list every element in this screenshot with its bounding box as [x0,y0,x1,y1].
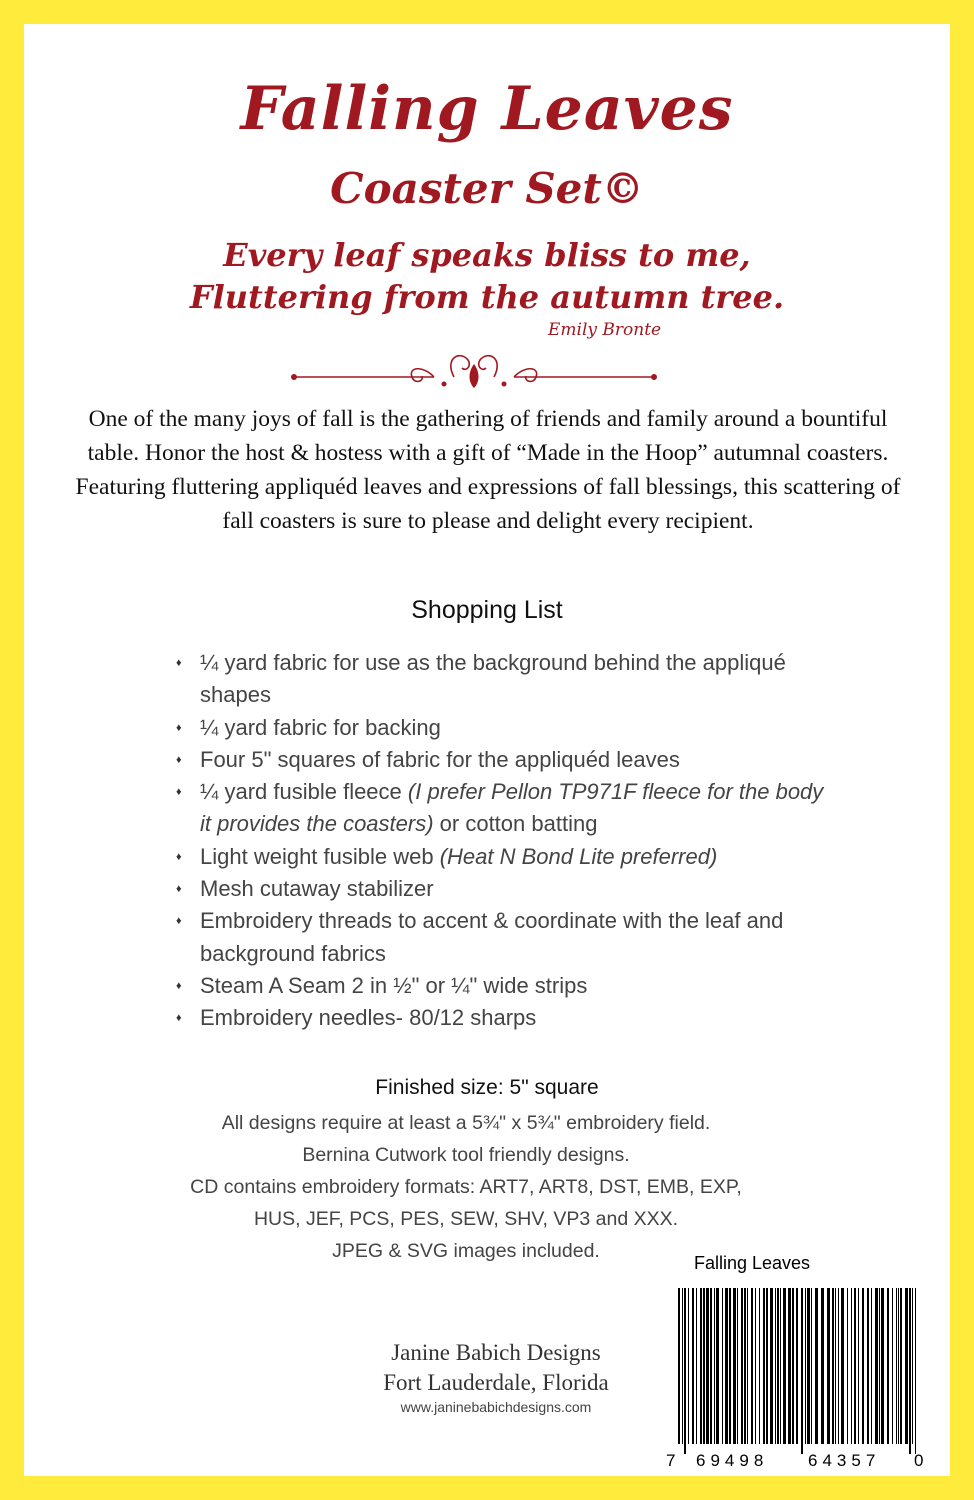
barcode-bar [747,1288,748,1444]
barcode-bar [725,1288,728,1444]
spec-line: JPEG & SVG images included. [332,1240,600,1262]
pattern-back-cover [24,24,950,1476]
publisher-name: Janine Babich Designs [391,1340,601,1365]
barcode-digit-left: 7 [666,1451,676,1470]
barcode-bar [700,1288,702,1444]
barcode-bar [759,1288,760,1444]
publisher-website: www.janinebabichdesigns.com [400,1399,592,1415]
barcode-bar [716,1288,719,1444]
quote-line-2: Fluttering from the autumn tree. [189,278,785,316]
barcode-bar [796,1288,798,1444]
barcode-group-2: 64357 [808,1451,881,1470]
barcode-bar [703,1288,705,1444]
barcode-bar [900,1288,902,1444]
spec-line: HUS, JEF, PCS, PES, SEW, SHV, VP3 and XXX. [253,1208,679,1230]
barcode-bar [755,1288,756,1444]
spec-line: Bernina Cutwork tool friendly designs. [302,1144,630,1166]
barcode-bar [751,1288,753,1444]
list-item: ♦ Steam A Seam 2 in ½" or ¼" wide strips [174,970,824,1002]
barcode-bar [807,1288,810,1444]
barcode-bar [854,1288,856,1444]
barcode-bar [801,1288,803,1454]
specifications [24,1107,908,1267]
list-item: ♦ Mesh cutaway stabilizer [174,873,824,905]
list-item: ♦ ¼ yard fabric for backing [174,712,824,744]
list-item: ♦ Embroidery threads to accent & coordinate with the leaf and background fabrics [174,905,824,970]
barcode-bar [879,1288,880,1444]
barcode-bar [909,1288,911,1454]
barcode-bar [915,1288,916,1454]
barcode-bar [835,1288,836,1444]
barcode-bar [733,1288,736,1444]
shopping-list [174,647,824,1035]
finished-size: Finished size: 5" square [375,1076,599,1099]
barcode-bar [706,1288,709,1444]
barcode-bar [858,1288,859,1444]
poem-quote [24,234,950,318]
barcode-bar [777,1288,779,1444]
list-item: ♦ Light weight fusible web (Heat N Bond Lite preferred) [174,841,824,873]
barcode-bar [905,1288,908,1444]
barcode-bar [682,1288,683,1444]
barcode-bar [729,1288,731,1444]
barcode-bar [841,1288,844,1444]
barcode-bar [881,1288,884,1444]
barcode-bar [851,1288,852,1444]
title-line-2: Coaster Set© [330,164,644,213]
barcode-bar [912,1288,913,1444]
barcode-bar [741,1288,743,1444]
barcode-bar [692,1288,694,1444]
list-item: ♦ Four 5" squares of fabric for the appliquéd leaves [174,744,824,776]
barcode-bar [696,1288,697,1444]
quote-author: Emily Bronte [548,320,662,340]
barcode-bar [847,1288,848,1444]
barcode-bar [710,1288,712,1444]
barcode-bar [766,1288,768,1444]
spec-line: All designs require at least a 5¾" x 5¾" embroidery field. [221,1112,711,1134]
barcode-bar [871,1288,872,1444]
barcode-bar [898,1288,899,1444]
barcode-bar [838,1288,839,1444]
barcode-digit-right: 0 [914,1451,924,1470]
barcode-icon [628,1276,928,1476]
shopping-list-heading: Shopping List [411,596,563,624]
barcode-bar [811,1288,812,1444]
barcode-bar [744,1288,746,1444]
list-item: ♦ ¼ yard fabric for use as the background behind the appliqué shapes [174,647,824,712]
barcode-bar [737,1288,738,1444]
barcode-bar [763,1288,765,1444]
barcode-bar [780,1288,781,1444]
barcode-bar [783,1288,786,1444]
barcode-bar [714,1288,715,1444]
barcode-bar [805,1288,806,1444]
barcode-bar [678,1288,680,1444]
flourish-divider-icon [284,344,664,394]
barcode-bar [887,1288,889,1444]
barcode-label: Falling Leaves [693,1253,811,1273]
barcode-bar [867,1288,869,1444]
quote-line-1: Every leaf speaks bliss to me, [223,236,751,274]
list-item: ♦ ¼ yard fusible fleece (I prefer Pellon TP971F fleece for the body it provides the coasters) or cotton batting [174,776,824,841]
barcode-bar [688,1288,689,1444]
barcode-bar [875,1288,878,1444]
barcode-bar [775,1288,776,1444]
title-line-1: Falling Leaves [240,74,734,144]
barcode [628,1276,928,1476]
barcode-group-1: 69498 [696,1451,769,1470]
spec-line: CD contains embroidery formats: ART7, ART8, DST, EMB, EXP, [190,1176,742,1198]
barcode-bar [788,1288,791,1444]
intro-paragraph: One of the many joys of fall is the gathering of friends and family around a bountiful table. Honor the host & hostess with a gift of “Made in the Hoop” autumnal coasters. Featuring fluttering appliquéd leaves and expressions of fall blessings, this scattering of fall coasters is sure to please and delight every recipient. [75,406,901,534]
barcode-bar [684,1288,686,1454]
publisher-block [346,1338,646,1398]
barcode-bar [722,1288,723,1444]
publisher-location: Fort Lauderdale, Florida [383,1370,609,1395]
barcode-bar [792,1288,794,1444]
barcode-bar [896,1288,897,1444]
barcode-bar [770,1288,773,1444]
barcode-bar [832,1288,834,1444]
list-item: ♦ Embroidery needles- 80/12 sharps [174,1002,824,1034]
barcode-bar [821,1288,824,1444]
barcode-bar [827,1288,830,1444]
barcode-bar [892,1288,893,1444]
barcode-bar [815,1288,818,1444]
barcode-bar [862,1288,864,1444]
